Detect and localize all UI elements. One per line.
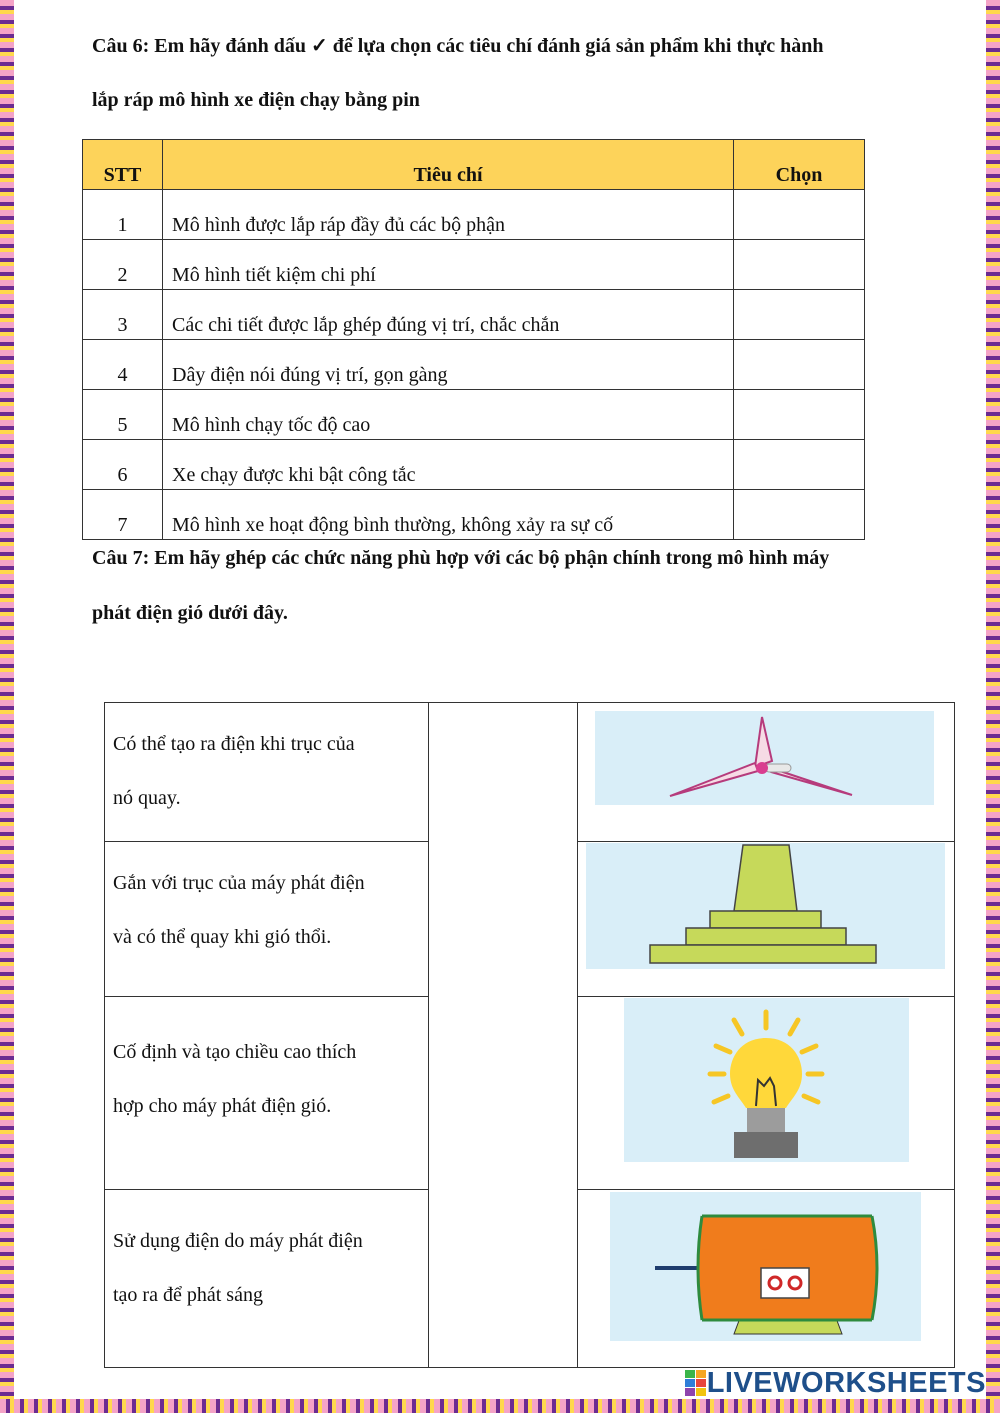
image-cell: [578, 997, 955, 1190]
check-mark-icon: ✓: [310, 35, 328, 57]
question-7-title: Câu 7: Em hãy ghép các chức năng phù hợp với các bộ phận chính trong mô hình máy: [92, 547, 830, 569]
criterion-text: Mô hình xe hoạt động bình thường, không xảy ra sự cố: [163, 490, 734, 540]
choose-cell[interactable]: [734, 340, 865, 390]
question-6-title-line2: lắp ráp mô hình xe điện chạy bằng pin: [92, 89, 420, 111]
row-number: 1: [83, 190, 163, 240]
decorative-border-left: [0, 0, 14, 1413]
answer-drop-area[interactable]: [429, 703, 578, 1368]
question-6-title: [92, 36, 824, 56]
function-text: tạo ra để phát sáng: [113, 1284, 263, 1306]
criteria-table: [82, 139, 865, 540]
header-stt: STT: [83, 140, 163, 190]
choose-cell[interactable]: [734, 290, 865, 340]
criterion-text: Mô hình được lắp ráp đầy đủ các bộ phận: [163, 190, 734, 240]
choose-cell[interactable]: [734, 440, 865, 490]
header-choose: Chọn: [734, 140, 865, 190]
decorative-border-bottom: [0, 1399, 1000, 1413]
choose-cell[interactable]: [734, 490, 865, 540]
function-cell: [105, 703, 429, 842]
criteria-row: [83, 390, 865, 440]
row-number: 2: [83, 240, 163, 290]
image-cell: [578, 842, 955, 997]
function-cell: [105, 1190, 429, 1368]
stepped-tower-base-icon[interactable]: [586, 843, 945, 969]
function-text: nó quay.: [113, 787, 181, 809]
question-6-prefix: Câu 6: Em hãy đánh dấu: [92, 35, 306, 57]
criteria-row: [83, 340, 865, 390]
light-bulb-icon[interactable]: [624, 998, 909, 1162]
row-number: 6: [83, 440, 163, 490]
matching-table: [104, 702, 955, 1368]
row-number: 7: [83, 490, 163, 540]
logo-text: LIVEWORKSHEETS: [706, 1366, 986, 1399]
function-text: và có thể quay khi gió thổi.: [113, 926, 332, 948]
row-number: 4: [83, 340, 163, 390]
question-6-suffix: để lựa chọn các tiêu chí đánh giá sản phẩm khi thực hành: [332, 35, 824, 57]
function-text: Có thể tạo ra điện khi trục của: [113, 733, 355, 755]
decorative-border-right: [986, 0, 1000, 1413]
criterion-text: Mô hình chạy tốc độ cao: [163, 390, 734, 440]
criteria-row: [83, 490, 865, 540]
row-number: 5: [83, 390, 163, 440]
logo-blocks-icon: [685, 1370, 707, 1396]
criteria-row: [83, 440, 865, 490]
question-7-title-line2: phát điện gió dưới đây.: [92, 602, 288, 624]
liveworksheets-logo: [685, 1367, 986, 1399]
choose-cell[interactable]: [734, 390, 865, 440]
function-text: hợp cho máy phát điện gió.: [113, 1095, 332, 1117]
criterion-text: Dây điện nói đúng vị trí, gọn gàng: [163, 340, 734, 390]
criteria-row: [83, 190, 865, 240]
criteria-row: [83, 240, 865, 290]
criteria-header-row: [83, 140, 865, 190]
function-cell: [105, 997, 429, 1190]
function-text: Gắn với trục của máy phát điện: [113, 872, 365, 894]
criterion-text: Xe chạy được khi bật công tắc: [163, 440, 734, 490]
wind-turbine-blades-icon[interactable]: [595, 711, 934, 805]
row-number: 3: [83, 290, 163, 340]
choose-cell[interactable]: [734, 240, 865, 290]
criterion-text: Các chi tiết được lắp ghép đúng vị trí, chắc chắn: [163, 290, 734, 340]
header-criterion: Tiêu chí: [163, 140, 734, 190]
image-cell: [578, 1190, 955, 1368]
electric-generator-icon[interactable]: [610, 1192, 921, 1341]
function-cell: [105, 842, 429, 997]
choose-cell[interactable]: [734, 190, 865, 240]
criteria-row: [83, 290, 865, 340]
function-text: Cố định và tạo chiều cao thích: [113, 1041, 357, 1063]
image-cell: [578, 703, 955, 842]
criterion-text: Mô hình tiết kiệm chi phí: [163, 240, 734, 290]
matching-row: [105, 703, 955, 842]
function-text: Sử dụng điện do máy phát điện: [113, 1230, 363, 1252]
